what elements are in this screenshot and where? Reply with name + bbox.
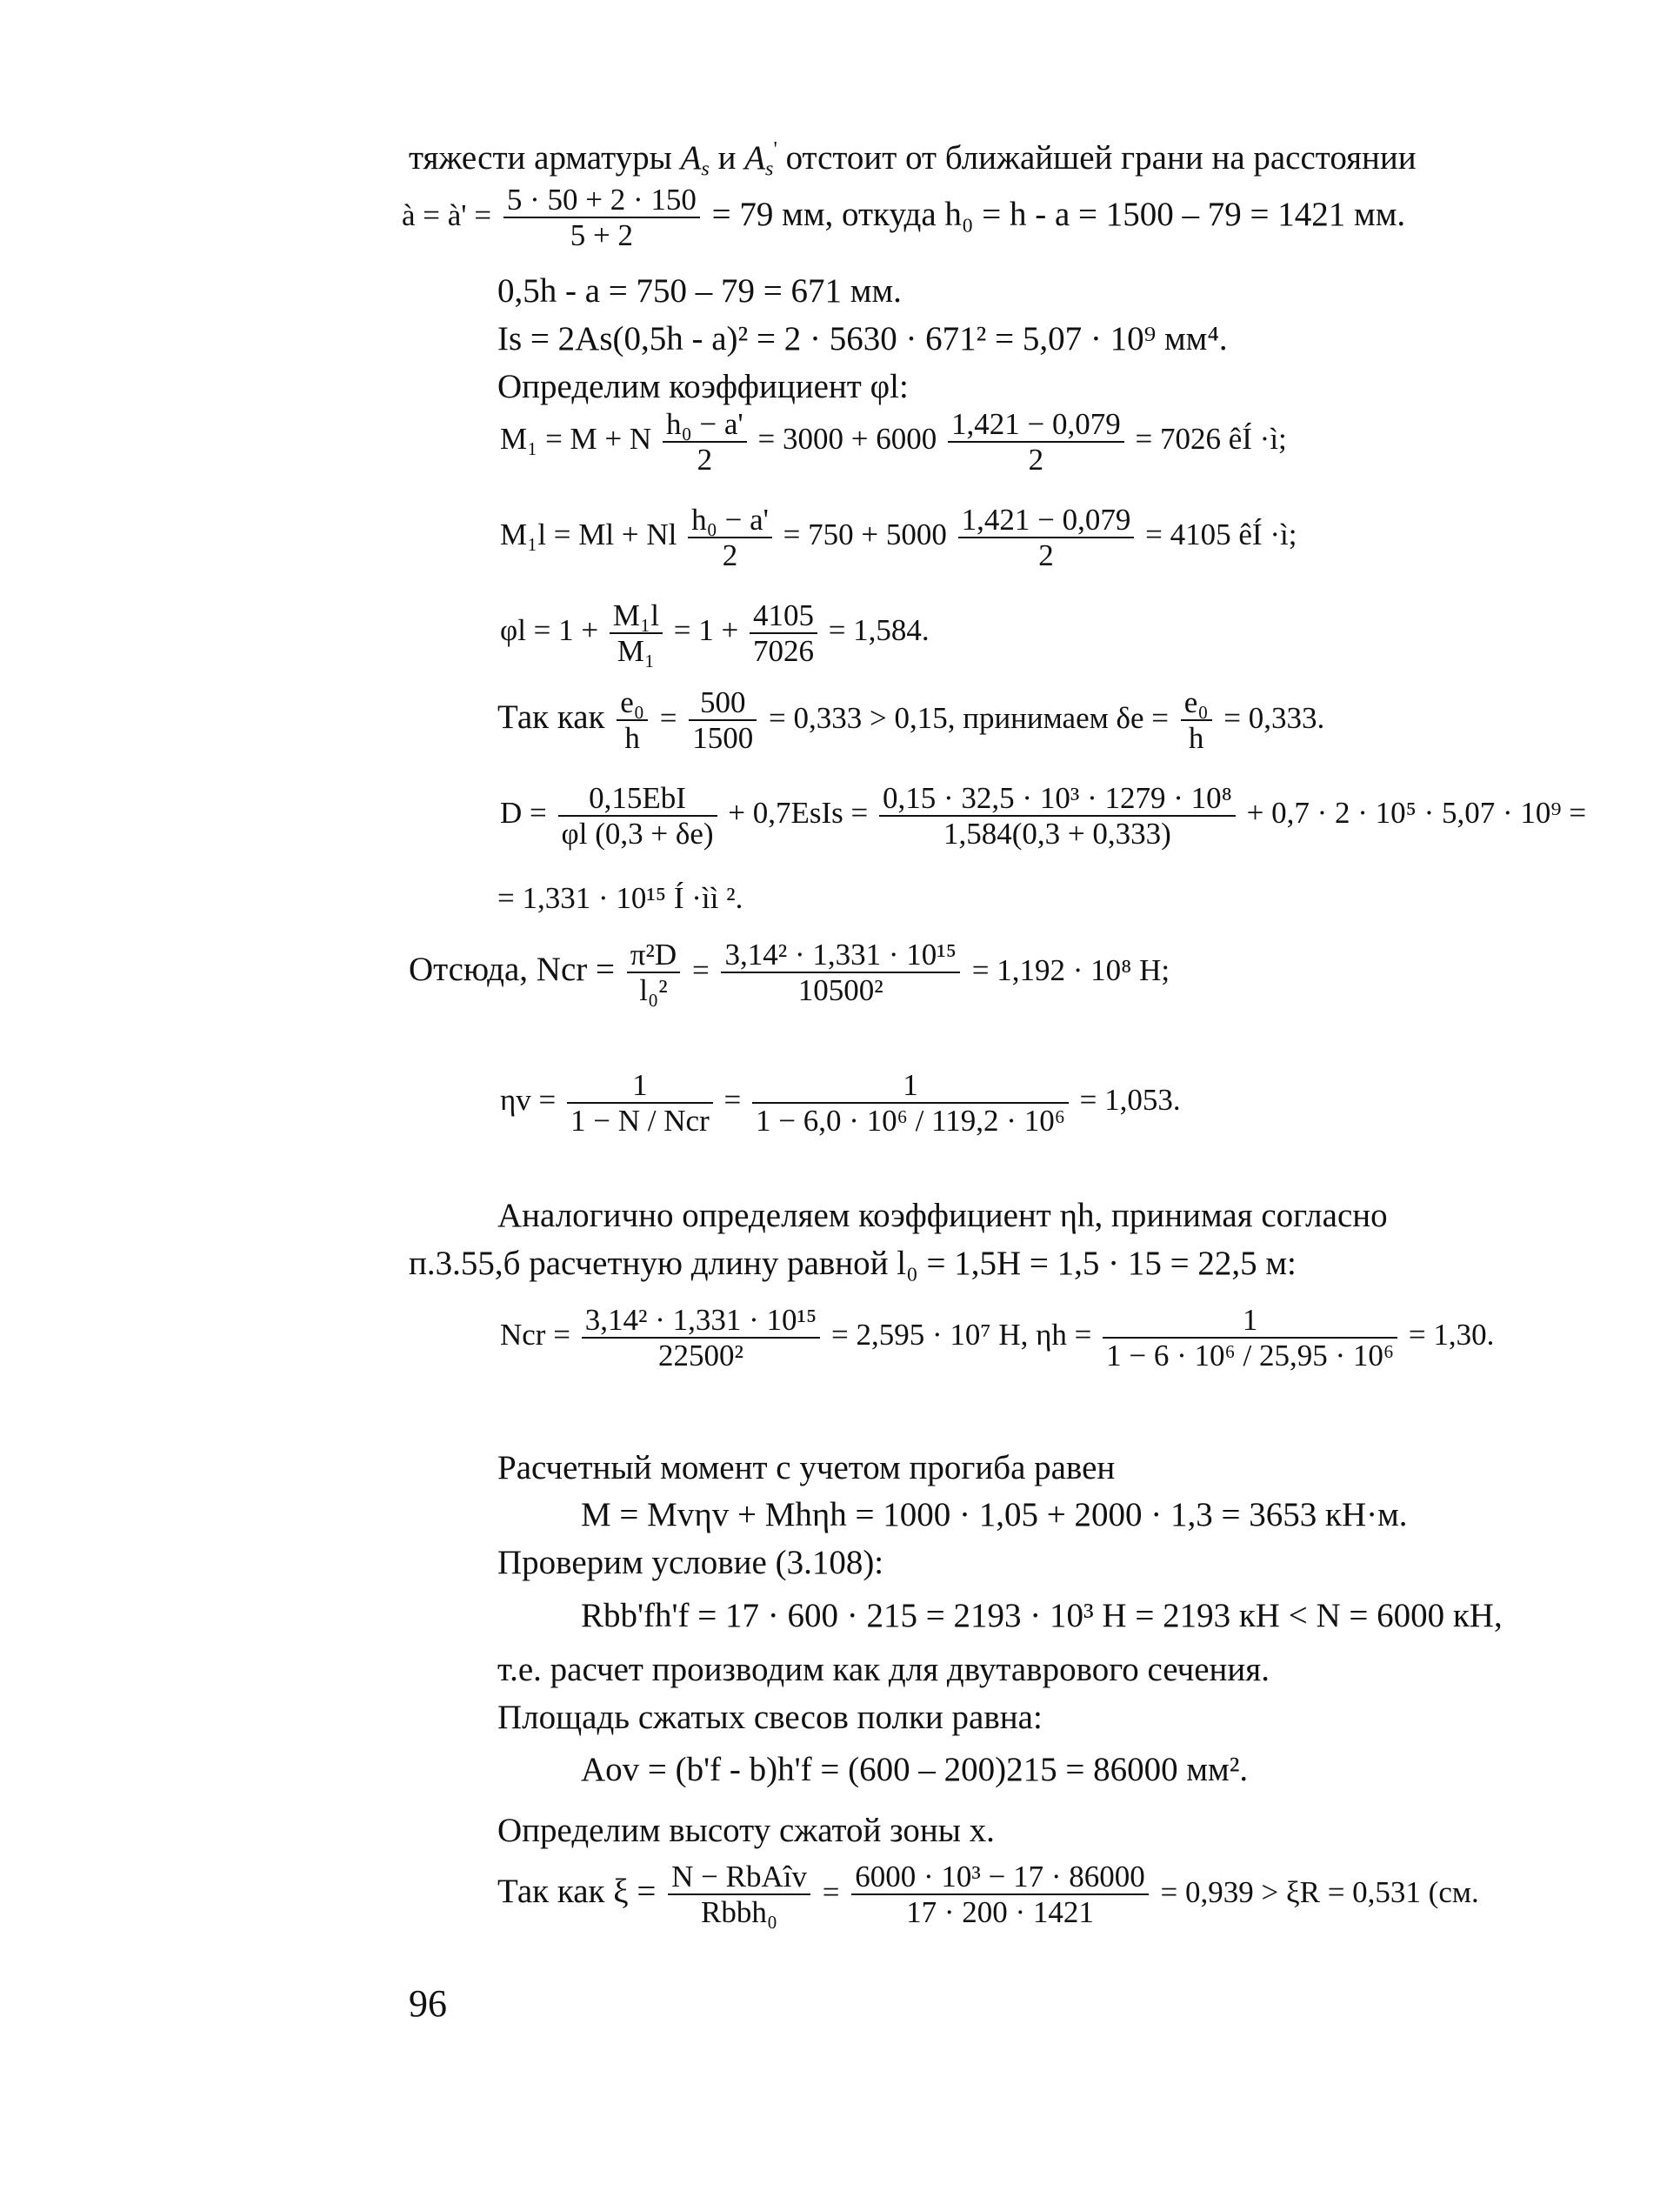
formula-phi: φl = 1 + $\frac{\text{M₁l}}{\text{M₁}}$ = 1 + $\frac{4105}{7026}$ = 1,584.	[500, 598, 930, 668]
formula-m1l: M₁l = Ml + Nl $\frac{\text{h₀ − a'}}{2}$ = 750 + 5000 $\frac{1,421 - 0,079}{2}$ = 4105 êÍ ·ì;	[500, 503, 1297, 572]
formula-eta-v: ηv = $\frac{1}{\text{1 − N / Ncr}}$ = $\frac{1}{\text{1 − 6,0 · 10⁶ / 119,2 · 10⁶}}$ = 1,053.	[500, 1068, 1181, 1138]
formula-a-offset: à = à' = $\frac{5 \cdot 50 + 2 \cdot 150}{5 + 2}$ = 79 мм, откуда h₀ = h - a = 1500 – 79 = 1421 мм.	[402, 183, 1406, 252]
page-number: 96	[409, 1982, 447, 2025]
formula-d: D = $\frac{\text{0,15EbI}}{\varphi l (0,3 + \delta e)}$ + 0,7EsIs = $\frac{\text{0,15 · 32,5 · 10³ · 1279 · 10⁸}}{1,584(0,3 + 0,333)}$ + 0,7 · 2 · 10⁵ · 5,07 · 10⁹ =	[500, 781, 1587, 851]
text-ibeam-section: т.е. расчет производим как для двутаврового сечения.	[497, 1651, 1270, 1688]
formula-half-h: 0,5h - a = 750 – 79 = 671 мм.	[497, 272, 902, 310]
text-analogous-2: п.3.55,б расчетную длину равной l₀ = 1,5H = 1,5 · 15 = 22,5 м:	[409, 1245, 1297, 1282]
formula-ncr: Отсюда, Ncr = $\frac{\text{π²D}}{\text{l₀²}}$ = $\frac{\text{3,14² · 1,331 · 10¹⁵}}{\text{10500²}}$ = 1,192 · 10⁸ H;	[409, 938, 1170, 1007]
formula-xi: Так как ξ = $\frac{\text{N − RbAîv}}{\text{Rbbh₀}}$ = $\frac{\text{6000 · 10³ − 17 · 86000}}{17 \cdot 200 \cdot 1421}$ = 0,939 > ξR = 0,531 (см.	[497, 1860, 1479, 1929]
text-analogous-1: Аналогично определяем коэффициент ηh, принимая согласно	[497, 1197, 1388, 1234]
formula-d-result: = 1,331 · 10¹⁵ Í ·ìì ².	[497, 881, 743, 915]
formula-ncr-h: Ncr = $\frac{\text{3,14² · 1,331 · 10¹⁵}}{\text{22500²}}$ = 2,595 · 10⁷ H, ηh = $\frac{1}{\text{1 − 6 · 10⁶ / 25,95 · 10⁶}}$ = 1,30.	[500, 1303, 1495, 1372]
text-compressed-zone: Определим высоту сжатой зоны x.	[497, 1812, 995, 1849]
formula-m1: M₁ = M + N $\frac{\text{h₀ − a'}}{2}$ = 3000 + 6000 $\frac{1,421 - 0,079}{2}$ = 7026 êÍ ·ì;	[500, 407, 1287, 477]
formula-eccentricity: Так как $\frac{\text{e₀}}{h}$ = $\frac{500}{1500}$ = 0,333 > 0,15, принимаем δe = $\frac{\text{e₀}}{h}$ = 0,333.	[497, 685, 1325, 755]
formula-check-condition: Rbb'fh'f = 17 · 600 · 215 = 2193 · 10³ H = 2193 кН < N = 6000 кН,	[581, 1597, 1503, 1634]
text-define-phi: Определим коэффициент φl:	[497, 368, 909, 405]
text-flange-area: Площадь сжатых свесов полки равна:	[497, 1699, 1043, 1736]
formula-flange-area: Aov = (b'f - b)h'f = (600 – 200)215 = 86000 мм².	[581, 1751, 1249, 1788]
text-design-moment: Расчетный момент с учетом прогиба равен	[497, 1449, 1116, 1486]
text-check-condition: Проверим условие (3.108):	[497, 1544, 884, 1581]
text-line-1: тяжести арматуры $A_s$ и $A_s'$ отстоит от ближайшей грани на расстоянии	[409, 137, 1417, 181]
formula-is: Is = 2As(0,5h - a)² = 2 · 5630 · 671² = 5,07 · 10⁹ мм⁴.	[497, 320, 1228, 357]
formula-design-moment: M = Mvηv + Mhηh = 1000 · 1,05 + 2000 · 1,3 = 3653 кН·м.	[581, 1496, 1408, 1533]
